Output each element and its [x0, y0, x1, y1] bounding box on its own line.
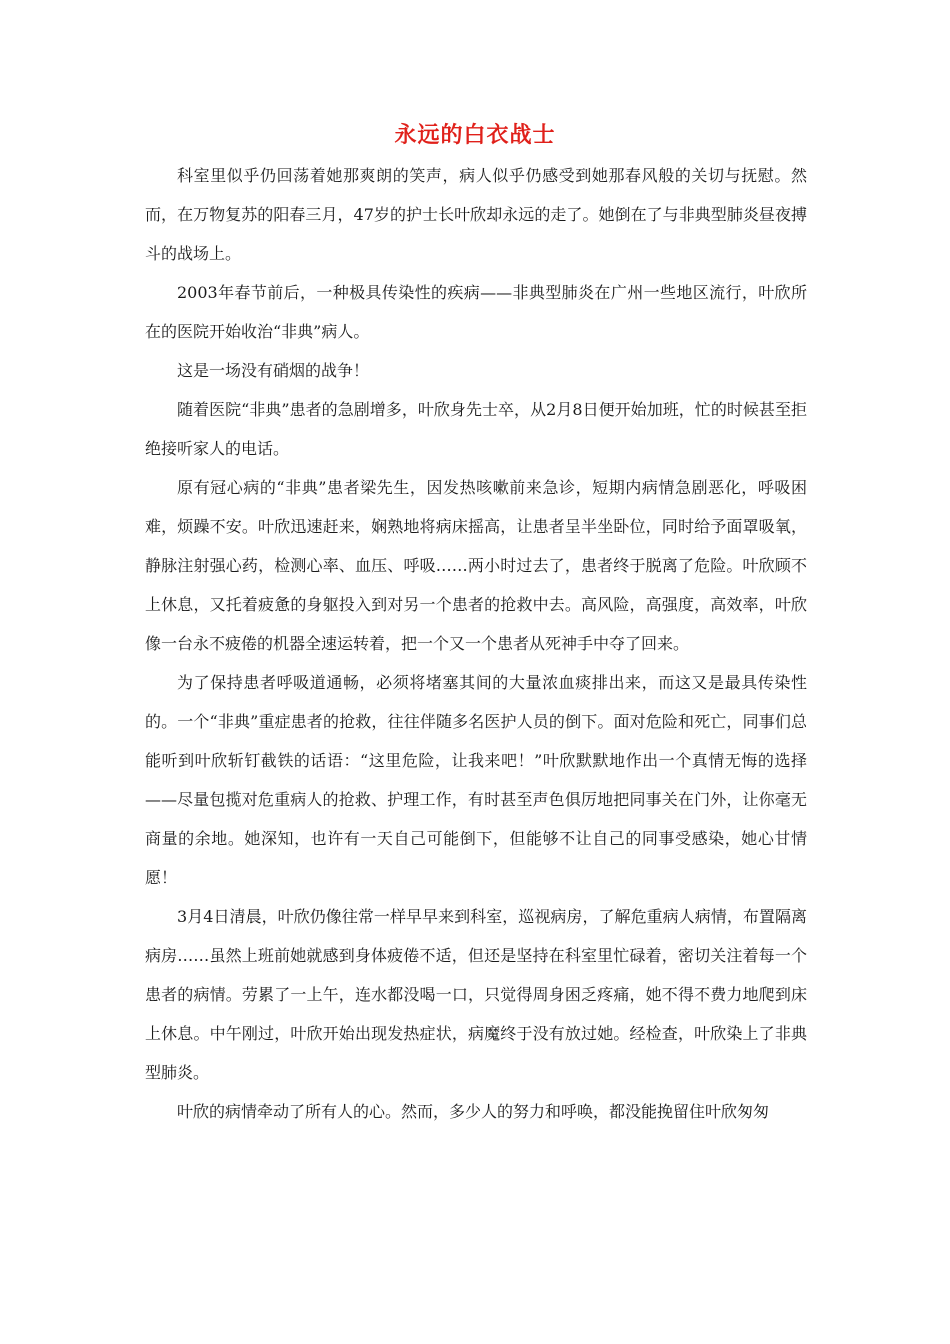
- paragraph: 2003年春节前后，一种极具传染性的疾病——非典型肺炎在广州一些地区流行，叶欣所在的医院开始收治“非典”病人。: [145, 283, 807, 341]
- paragraph: 叶欣的病情牵动了所有人的心。然而，多少人的努力和呼唤，都没能挽留住叶欣匆匆: [177, 1102, 770, 1121]
- paragraph: 随着医院“非典”患者的急剧增多，叶欣身先士卒，从2月8日便开始加班，忙的时候甚至拒绝接听家人的电话。: [145, 400, 807, 458]
- paragraph: 科室里似乎仍回荡着她那爽朗的笑声，病人似乎仍感受到她那春风般的关切与抚慰。然而，在万物复苏的阳春三月，47岁的护士长叶欣却永远的走了。她倒在了与非典型肺炎昼夜搏斗的战场上。: [145, 166, 807, 263]
- paragraph: 原有冠心病的“非典”患者梁先生，因发热咳嗽前来急诊，短期内病情急剧恶化，呼吸困难，烦躁不安。叶欣迅速赶来，娴熟地将病床摇高，让患者呈半坐卧位，同时给予面罩吸氧，静脉注射强心药，检测心率、血压、呼吸……两小时过去了，患者终于脱离了危险。叶欣顾不上休息，又托着疲惫的身躯投入到对另一个患者的抢救中去。高风险，高强度，高效率，叶欣像一台永不疲倦的机器全速运转着，把一个又一个患者从死神手中夺了回来。: [145, 478, 807, 653]
- paragraph: 这是一场没有硝烟的战争！: [177, 361, 370, 380]
- paragraph: 3月4日清晨，叶欣仍像往常一样早早来到科室，巡视病房，了解危重病人病情，布置隔离病房……虽然上班前她就感到身体疲倦不适，但还是坚持在科室里忙碌着，密切关注着每一个患者的病情。劳累了一上午，连水都没喝一口，只觉得周身困乏疼痛，她不得不费力地爬到床上休息。中午刚过，叶欣开始出现发热症状，病魔终于没有放过她。经检查，叶欣染上了非典型肺炎。: [145, 907, 807, 1082]
- document-body: [145, 156, 807, 1131]
- document-title: 永远的白衣战士: [394, 123, 556, 148]
- paragraph: 为了保持患者呼吸道通畅，必须将堵塞其间的大量浓血痰排出来，而这又是最具传染性的。一个“非典”重症患者的抢救，往往伴随多名医护人员的倒下。面对危险和死亡，同事们总能听到叶欣斩钉截铁的话语：“这里危险，让我来吧！”叶欣默默地作出一个真情无悔的选择——尽量包揽对危重病人的抢救、护理工作，有时甚至声色俱厉地把同事关在门外，让你毫无商量的余地。她深知，也许有一天自己可能倒下，但能够不让自己的同事受感染，她心甘情愿！: [145, 673, 807, 887]
